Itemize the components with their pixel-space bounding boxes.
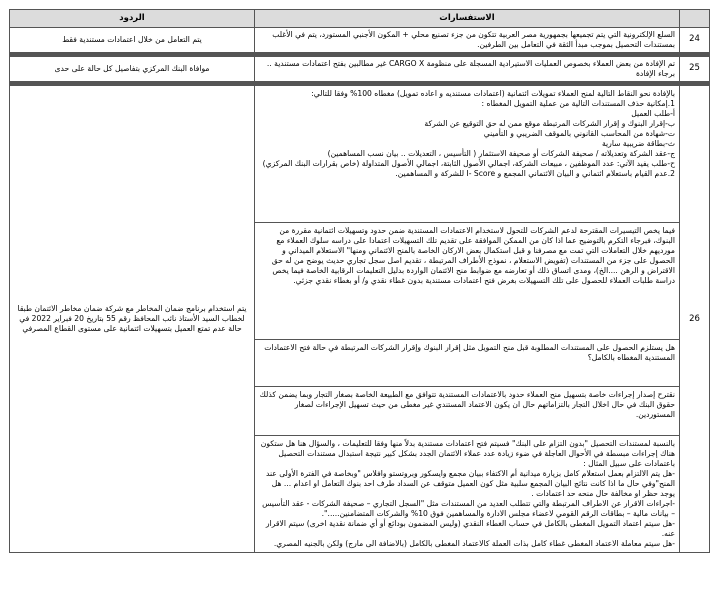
row-number: 25 bbox=[680, 57, 710, 82]
row-answer bbox=[10, 28, 255, 53]
question-text: بالإفادة نحو النقاط التالية لمنح العملاء تمويلات ائتمانية (اعتمادات مستنديه و اعاده تمويل) مغطاه 100% وفقا للتالي: 1.إمكانية حذف المستندات التالية من عملية التمويل المغطاه : أ-طلب العميل ب-إقرار البنوك و إقرار الشركات المرتبطة موقع ممن له حق التوقيع عن الشركة ت-شهادة من المحاسب القانوني بالموقف الضريبي و التأميني ث-بطاقة ضريبية سارية ج-عقد الشركة وتعديلاته / صحيفة الشركات أو صحيفة الاستثمار ( التأسيس ، التعديلات .. بيان نسب المساهمين) ح-طلب يفيد الآتي: عدد الموظفين ، مبيعات الشركة، اجمالي الأصول الثابتة، اجمالي الأصول المتداولة (خاص بقرارات البنك المركزي) 2.عدم القيام باستعلام ائتماني و البيان الائتماني المجمع و I- Score للشركة و المساهمين. bbox=[262, 89, 675, 179]
table-row bbox=[10, 86, 710, 223]
question-text: هل يستلزم الحصول على المستندات المطلوبة قبل منح التمويل مثل إقرار البنوك وإقرار الشركات المرتبطة في حالة فتح الاعتمادات المستندية المغطاه بالكامل؟ bbox=[264, 343, 675, 363]
table-header-row bbox=[10, 10, 710, 28]
answer-text: يتم التعامل من خلال اعتمادات مستندية فقط bbox=[62, 35, 202, 44]
question-text: بالنسبة لمستندات التحصيل "بدون التزام على البنك" فسيتم فتح اعتمادات مستندية بدلاً منها وفقا للتعليمات ، والسؤال هنا هل ستكون هناك إجراءات مبسطة في الأحوال العاجلة في ضوء زيادة عدد عملاء الائتمان الجدد بشكل كبير نتيجة استبدال مستندات التحصيل باعتمادات على سبيل المثال : -هل يتم الالتزام بعمل استعلام كامل بزيارة ميدانية أم الاكتفاء ببيان مجمع وايسكور وبروتستو وافلاس "وبخاصة في الفترة الأولى عند المنح"وفي حال ما اذا كانت نتائج البيان المجمع سلبية مثل كون العميل متوقف عن السداد طرف احد بنوك التعامل او اعدام ... هل يوجد حظر او مخالفة حال منحه حد اعتمادات . -اجراءات الاقرار عن الاطراف المرتبطة والتي تتطلب العديد من المستندات مثل "السجل التجاري – صحيفة الشركات - عقد التأسيس – بيانات مالية – بطاقات الرقم القومي لاعضاء مجلس الادارة والمساهمين فوق 10% والشركات المتضامنين.....". -هل سيتم اعتماد التمويل المغطى بالكامل في حساب الغطاء النقدي (وليس المضمون بودائع أو أي ضمانة نقدية اخرى) سيتم الاقرار عنه. -هل سيتم معاملة الاعتماد المغطى غطاء كامل بذات العملة كالاعتماد المغطى بالكامل (بالاضافة الى مارج) ولكن بالجنيه المصري. bbox=[260, 439, 675, 549]
table-row bbox=[10, 28, 710, 53]
row-question-block bbox=[255, 436, 680, 553]
row-question bbox=[255, 28, 680, 53]
table-row bbox=[10, 57, 710, 82]
row-question-block bbox=[255, 340, 680, 387]
row-question bbox=[255, 57, 680, 82]
answer-text: موافاة البنك المركزي بتفاصيل كل حالة على حدى bbox=[54, 64, 210, 74]
row-question-block bbox=[255, 86, 680, 223]
row-number: 24 bbox=[680, 28, 710, 53]
question-text: تم الإفادة من بعض العملاء بخصوص العمليات الاستيرادية المسجلة على منظومة CARGO X غير مطالبين بفتح اعتمادات مستندية .. برجاء الإفادة bbox=[266, 59, 675, 79]
question-text: السلع الإلكترونية التي يتم تجميعها بجمهورية مصر العربية تتكون من جزء تصنيع محلي + المكون الأجنبي المستورد، يتم في الأغلب بمستندات التحصيل بموجب مبدأ الثقة في التعامل بين الطرفين. bbox=[272, 30, 675, 50]
question-text: فيما يخص التيسيرات المقترحة لدعم الشركات للتحول لاستخدام الاعتمادات المستندية ضمن حدود وتسهيلات ائتمانية مقررة من البنوك، فبرجاء التكرم بالتوضيح عما اذا كان من الممكن الموافقة على تقديم تلك التسهيلات اعتمادا على دراسه سلوك العملاء مع مورديهم خلال التعاملات التي تمت مع مصرفنا و قبل استكمال بعض الاركان الخاصة بالمنح الائتماني ومنها" الاستعلام الميداني و الحصول على جزء من المستندات (تفويض الاستعلام ، نموذج الأطراف المرتبطة ، تقديم اصل سجل تجاري حديث يوضح من له حق الاقتراض و الرهن ....الخ)، ومدى اتساق ذلك أو تعارضه مع ضوابط منح الائتمان الواردة بدليل التعليمات الرقابية الخاصة فيما يخص دراسة طلبات العملاء للحصول على تلك التسهيلات بغرض فتح اعتمادات مستندية بدون غطاء نقدي و/ أو بغطاء نقدي جزئي. bbox=[271, 226, 675, 286]
header-questions: الاستفسارات bbox=[255, 10, 680, 28]
row-answer bbox=[10, 86, 255, 553]
row-question-block bbox=[255, 387, 680, 436]
inquiries-table bbox=[9, 9, 710, 553]
question-text: نقترح إصدار إجراءات خاصة بتسهيل منح العملاء حدود بالاعتمادات المستندية تتوافق مع الطبيعة الخاصة بصغار التجار وبما يضمن كذلك حقوق البنك في حال اخلال التجار بالتزاماتهم حال ان يكون الاعتماد المستندي غير مغطى من حيث تسهيل الإجراءات لصغار المستوردين. bbox=[259, 390, 675, 420]
answer-text: يتم استخدام برنامج ضمان المخاطر مع شركة ضمان مخاطر الائتمان طبقا لخطاب السيد الأستاذ نائب المحافظ رقم 55 بتاريخ 20 فبراير 2022 في حالة عدم تمتع العميل بتسهيلات ائتمانية على مستوى القطاع المصرفي bbox=[17, 304, 247, 334]
row-number: 26 bbox=[680, 86, 710, 553]
header-number-cell bbox=[680, 10, 710, 28]
row-answer bbox=[10, 57, 255, 82]
row-question-block bbox=[255, 223, 680, 340]
header-answers: الردود bbox=[10, 10, 255, 28]
